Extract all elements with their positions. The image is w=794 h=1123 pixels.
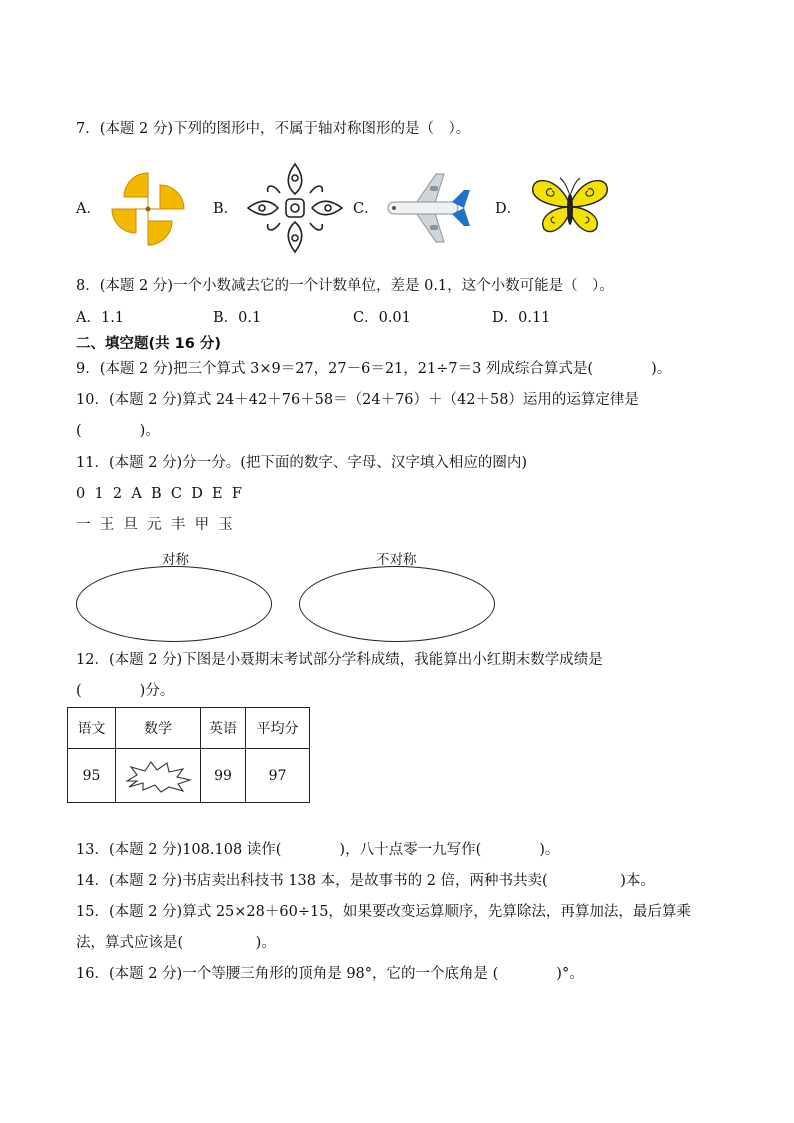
value-chinese: 95 xyxy=(68,749,116,803)
q10-line1: 10．(本题 2 分)算式 24＋42＋76＋58＝（24＋76）＋（42＋58）运用的运算定律是 xyxy=(76,392,639,408)
value-average: 97 xyxy=(246,749,310,803)
q12-line1: 12．(本题 2 分)下图是小聂期末考试部分学科成绩，我能算出小红期末数学成绩是 xyxy=(76,652,603,668)
q7-text: 7．(本题 2 分)下列的图形中，不属于轴对称图形的是（ ）。 xyxy=(76,121,471,137)
q12-line2: ( )分。 xyxy=(76,683,175,699)
q14-text: 14．(本题 2 分)书店卖出科技书 138 本，是故事书的 2 倍，两种书共卖( )本。 xyxy=(76,873,655,889)
header-average: 平均分 xyxy=(246,708,310,749)
q8-option-b: B．0.1 xyxy=(213,310,262,326)
header-math: 数学 xyxy=(116,708,201,749)
pinwheel-icon xyxy=(108,169,188,249)
q8-text: 8．(本题 2 分)一个小数减去它的一个计数单位，差是 0.1，这个小数可能是（ ）。 xyxy=(76,278,614,294)
q16-text: 16．(本题 2 分)一个等腰三角形的顶角是 98°，它的一个底角是 ( )°。 xyxy=(76,966,584,982)
q7-option-c-label: C． xyxy=(353,201,379,217)
q9-text: 9．(本题 2 分)把三个算式 3×9＝27，27－6＝21，21÷7＝3 列成综合算式是( )。 xyxy=(76,361,672,377)
value-math-hidden xyxy=(116,749,201,803)
asymmetric-label: 不对称 xyxy=(376,552,417,568)
header-english: 英语 xyxy=(201,708,246,749)
q10-line2: ( )。 xyxy=(76,423,160,439)
q8-option-c: C．0.01 xyxy=(353,310,411,326)
q15-line1: 15．(本题 2 分)算式 25×28＋60÷15，如果要改变运算顺序，先算除法，再算加法，最后算乘 xyxy=(76,904,691,920)
value-english: 99 xyxy=(201,749,246,803)
q7-option-d-label: D． xyxy=(495,201,522,217)
q7-option-b-label: B． xyxy=(213,201,239,217)
q11-characters-row1: 0 1 2 A B C D E F xyxy=(76,486,242,502)
section-title: 二、填空题(共 16 分) xyxy=(76,336,222,352)
starburst-icon xyxy=(123,759,193,793)
flower-ornament-icon xyxy=(244,158,346,258)
q8-option-a: A．1.1 xyxy=(76,310,125,326)
symmetric-oval[interactable] xyxy=(76,566,272,642)
q7-option-a-label: A． xyxy=(76,201,101,217)
airplane-icon xyxy=(384,168,474,246)
scores-table xyxy=(67,707,310,803)
q11-text: 11．(本题 2 分)分一分。(把下面的数字、字母、汉字填入相应的圈内) xyxy=(76,455,528,471)
q11-characters-row2: 一 王 旦 元 丰 甲 玉 xyxy=(76,517,233,533)
table-header-row xyxy=(68,708,310,749)
table-row xyxy=(68,749,310,803)
q13-text: 13．(本题 2 分)108.108 读作( )，八十点零一九写作( )。 xyxy=(76,842,560,858)
asymmetric-oval[interactable] xyxy=(299,566,495,642)
header-chinese: 语文 xyxy=(68,708,116,749)
symmetric-label: 对称 xyxy=(162,552,189,568)
q8-option-d: D．0.11 xyxy=(492,310,551,326)
q15-line2: 法，算式应该是( )。 xyxy=(76,935,276,951)
butterfly-icon xyxy=(530,175,610,237)
